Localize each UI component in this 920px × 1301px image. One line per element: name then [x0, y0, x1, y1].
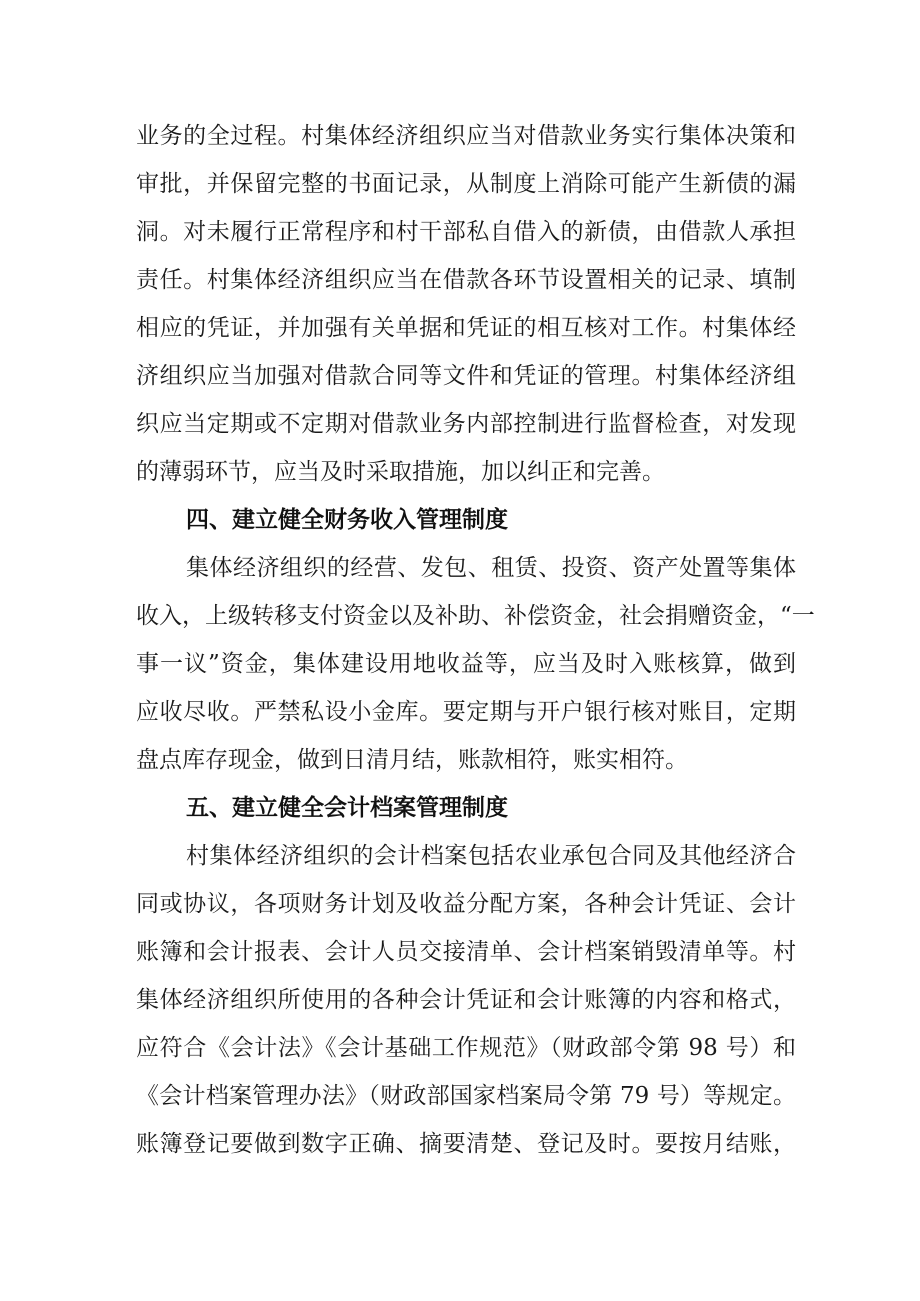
paragraph-1-line-1: 业务的全过程。村集体经济组织应当对借款业务实行集体决策和 — [136, 123, 796, 149]
paragraph-1-line-2: 审批，并保留完整的书面记录，从制度上消除可能产生新债的漏 — [136, 171, 796, 197]
section-5-line-3: 账簿和会计报表、会计人员交接清单、会计档案销毁清单等。村 — [136, 939, 796, 965]
section-5-line-5: 应符合《会计法》《会计基础工作规范》（财政部令第 98 号）和 — [136, 1035, 796, 1061]
section-5-line-2: 同或协议，各项财务计划及收益分配方案，各种会计凭证、会计 — [136, 891, 796, 917]
section-4-line-3: 事一议”资金，集体建设用地收益等，应当及时入账核算，做到 — [136, 651, 796, 677]
section-4-heading: 四、建立健全财务收入管理制度 — [186, 507, 508, 533]
section-4-line-4: 应收尽收。严禁私设小金库。要定期与开户银行核对账目，定期 — [136, 699, 796, 725]
section-5-line-4: 集体经济组织所使用的各种会计凭证和会计账簿的内容和格式， — [136, 987, 796, 1013]
paragraph-1-line-6: 济组织应当加强对借款合同等文件和凭证的管理。村集体经济组 — [136, 363, 796, 389]
paragraph-1-line-4: 责任。村集体经济组织应当在借款各环节设置相关的记录、填制 — [136, 267, 796, 293]
paragraph-1-line-3: 洞。对未履行正常程序和村干部私自借入的新债，由借款人承担 — [136, 219, 796, 245]
section-5-line-7: 账簿登记要做到数字正确、摘要清楚、登记及时。要按月结账， — [136, 1131, 796, 1157]
section-4-line-1: 集体经济组织的经营、发包、租赁、投资、资产处置等集体 — [186, 555, 796, 581]
paragraph-1-line-7: 织应当定期或不定期对借款业务内部控制进行监督检查，对发现 — [136, 411, 796, 437]
section-5-line-6: 《会计档案管理办法》（财政部国家档案局令第 79 号）等规定。 — [136, 1083, 796, 1109]
section-5-heading: 五、建立健全会计档案管理制度 — [186, 795, 508, 821]
section-4-line-5: 盘点库存现金，做到日清月结，账款相符，账实相符。 — [136, 747, 688, 773]
paragraph-1-line-8: 的薄弱环节，应当及时采取措施，加以纠正和完善。 — [136, 459, 665, 485]
section-4-line-2: 收入，上级转移支付资金以及补助、补偿资金，社会捐赠资金，“一 — [136, 603, 815, 629]
section-5-line-1: 村集体经济组织的会计档案包括农业承包合同及其他经济合 — [186, 843, 796, 869]
paragraph-1-line-5: 相应的凭证，并加强有关单据和凭证的相互核对工作。村集体经 — [136, 315, 796, 341]
